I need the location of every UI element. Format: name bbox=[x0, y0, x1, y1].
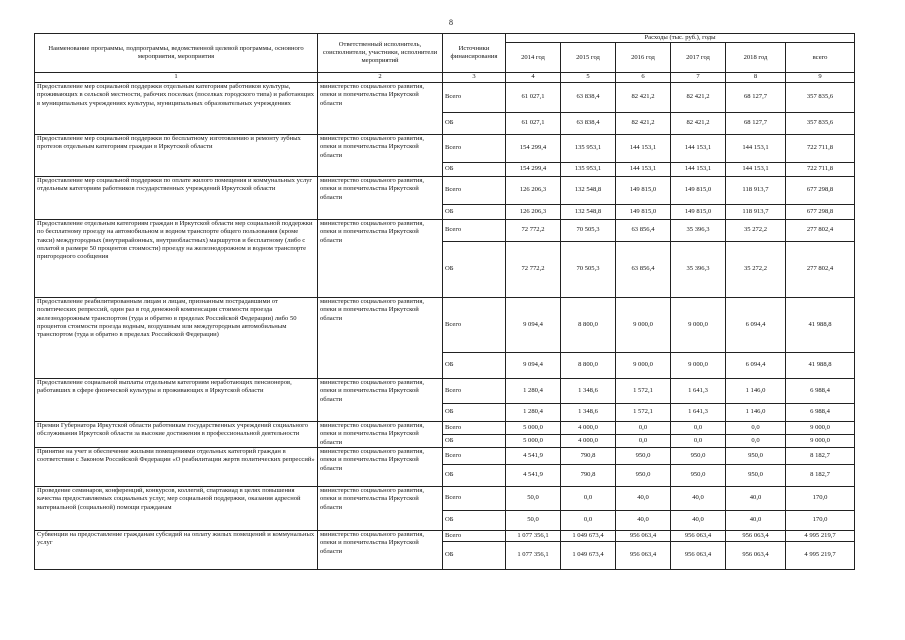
year-value: 790,8 bbox=[561, 465, 616, 487]
year-value: 956 063,4 bbox=[616, 542, 671, 570]
year-value: 149 815,0 bbox=[616, 204, 671, 219]
year-value: 9 000,0 bbox=[616, 297, 671, 352]
total-value: 677 298,8 bbox=[786, 204, 855, 219]
year-value: 40,0 bbox=[726, 487, 786, 511]
total-header: всего bbox=[786, 43, 855, 73]
funding-source: Всего bbox=[443, 297, 506, 352]
table-row bbox=[35, 219, 855, 241]
year-value: 68 127,7 bbox=[726, 82, 786, 112]
name-column-header: Наименование программы, подпрограммы, ведомственной целевой программы, основного мероприятия, мероприятия bbox=[35, 34, 318, 73]
total-value: 6 988,4 bbox=[786, 378, 855, 403]
year-value: 1 641,3 bbox=[671, 403, 726, 421]
year-value: 1 348,6 bbox=[561, 378, 616, 403]
year-value: 1 641,3 bbox=[671, 378, 726, 403]
year-value: 63 838,4 bbox=[561, 82, 616, 112]
year-value: 1 146,0 bbox=[726, 378, 786, 403]
year-value: 118 913,7 bbox=[726, 176, 786, 204]
funding-source: Всего bbox=[443, 448, 506, 465]
year-value: 35 396,3 bbox=[671, 219, 726, 241]
table-row bbox=[35, 82, 855, 112]
activity-name: Предоставление мер социальной поддержки по оплате жилого помещения и коммунальных услуг отдельным категориям работников государственных учреждений Иркутской области bbox=[35, 176, 318, 219]
funding-source: Всего bbox=[443, 487, 506, 511]
year-value: 1 572,1 bbox=[616, 403, 671, 421]
year-value: 70 505,3 bbox=[561, 241, 616, 297]
column-number: 8 bbox=[726, 73, 786, 82]
year-value: 950,0 bbox=[616, 465, 671, 487]
year-value: 40,0 bbox=[616, 511, 671, 531]
funding-source: ОБ bbox=[443, 465, 506, 487]
funding-source: Всего bbox=[443, 219, 506, 241]
executor: министерство социального развития, опеки и попечительства Иркутской области bbox=[318, 531, 443, 570]
total-value: 677 298,8 bbox=[786, 176, 855, 204]
funding-source: Всего bbox=[443, 134, 506, 162]
column-number: 1 bbox=[35, 73, 318, 82]
year-value: 144 153,1 bbox=[671, 134, 726, 162]
funding-source: ОБ bbox=[443, 112, 506, 134]
year-value: 4 000,0 bbox=[561, 421, 616, 435]
year-value: 4 000,0 bbox=[561, 435, 616, 448]
total-value: 357 835,6 bbox=[786, 82, 855, 112]
year-value: 8 800,0 bbox=[561, 352, 616, 378]
funding-source: ОБ bbox=[443, 352, 506, 378]
executor: министерство социального развития, опеки и попечительства Иркутской области bbox=[318, 219, 443, 297]
year-value: 40,0 bbox=[726, 511, 786, 531]
year-value: 82 421,2 bbox=[616, 82, 671, 112]
year-value: 950,0 bbox=[671, 465, 726, 487]
year-header: 2018 год bbox=[726, 43, 786, 73]
table-row bbox=[35, 487, 855, 511]
year-value: 1 348,6 bbox=[561, 403, 616, 421]
year-value: 72 772,2 bbox=[506, 219, 561, 241]
total-value: 8 182,7 bbox=[786, 465, 855, 487]
column-number-row bbox=[35, 73, 855, 82]
executor: министерство социального развития, опеки и попечительства Иркутской области bbox=[318, 448, 443, 487]
executor: министерство социального развития, опеки и попечительства Иркутской области bbox=[318, 378, 443, 421]
table-row bbox=[35, 421, 855, 435]
year-value: 149 815,0 bbox=[671, 176, 726, 204]
total-value: 170,0 bbox=[786, 487, 855, 511]
year-value: 63 838,4 bbox=[561, 112, 616, 134]
table-row bbox=[35, 176, 855, 204]
funding-source: ОБ bbox=[443, 241, 506, 297]
executor-column-header: Ответственный исполнитель, соисполнители, участники, исполнители мероприятий bbox=[318, 34, 443, 73]
year-value: 126 206,3 bbox=[506, 176, 561, 204]
year-value: 144 153,1 bbox=[726, 162, 786, 176]
total-value: 4 995 219,7 bbox=[786, 531, 855, 542]
year-value: 144 153,1 bbox=[726, 134, 786, 162]
year-value: 63 856,4 bbox=[616, 241, 671, 297]
year-value: 6 094,4 bbox=[726, 352, 786, 378]
year-value: 144 153,1 bbox=[616, 162, 671, 176]
year-value: 1 049 673,4 bbox=[561, 531, 616, 542]
year-value: 82 421,2 bbox=[671, 112, 726, 134]
table-row bbox=[35, 378, 855, 403]
year-value: 35 272,2 bbox=[726, 241, 786, 297]
year-value: 70 505,3 bbox=[561, 219, 616, 241]
year-value: 135 953,1 bbox=[561, 134, 616, 162]
budget-table bbox=[34, 33, 855, 570]
year-value: 8 800,0 bbox=[561, 297, 616, 352]
page-number: 8 bbox=[449, 18, 453, 27]
year-value: 1 077 356,1 bbox=[506, 542, 561, 570]
year-value: 132 548,8 bbox=[561, 204, 616, 219]
activity-name: Предоставление мер социальной поддержки по бесплатному изготовлению и ремонту зубных протезов отдельным категориям граждан в Иркутской области bbox=[35, 134, 318, 176]
total-value: 170,0 bbox=[786, 511, 855, 531]
column-number: 6 bbox=[616, 73, 671, 82]
funding-source: Всего bbox=[443, 378, 506, 403]
funding-source: Всего bbox=[443, 531, 506, 542]
year-value: 956 063,4 bbox=[726, 531, 786, 542]
year-value: 950,0 bbox=[616, 448, 671, 465]
total-value: 9 000,0 bbox=[786, 421, 855, 435]
year-header: 2015 год bbox=[561, 43, 616, 73]
year-value: 9 094,4 bbox=[506, 297, 561, 352]
activity-name: Проведение семинаров, конференций, конкурсов, коллегий, спартакиад в целях повышения качества предоставляемых социальных услуг, мер социальной поддержки, оказания адресной материальной (социальной) помощи гражданам bbox=[35, 487, 318, 531]
year-header: 2016 год bbox=[616, 43, 671, 73]
activity-name: Премии Губернатора Иркутской области работникам государственных учреждений социального обслуживания Иркутской области за высокие достижения в профессиональной деятельности bbox=[35, 421, 318, 447]
year-value: 1 280,4 bbox=[506, 378, 561, 403]
column-number: 5 bbox=[561, 73, 616, 82]
activity-name: Субвенции на предоставление гражданам субсидий на оплату жилых помещений и коммунальных услуг bbox=[35, 531, 318, 570]
expenses-header: Расходы (тыс. руб.), годы bbox=[506, 34, 855, 43]
total-value: 722 711,8 bbox=[786, 162, 855, 176]
year-value: 0,0 bbox=[561, 511, 616, 531]
funding-source: Всего bbox=[443, 82, 506, 112]
total-value: 277 802,4 bbox=[786, 241, 855, 297]
funding-source: Всего bbox=[443, 421, 506, 435]
activity-name: Предоставление социальной выплаты отдельным категориям неработающих пенсионеров, работавших в сфере физической культуры и проживающих в Иркутской области bbox=[35, 378, 318, 421]
year-value: 1 146,0 bbox=[726, 403, 786, 421]
activity-name: Предоставление мер социальной поддержки отдельным категориям работников культуры, проживающих в сельской местности, рабочих поселках (поселках городского типа) и работающих в муниципальных учреждениях культуры, муниципальных образовательных учреждениях bbox=[35, 82, 318, 134]
year-value: 0,0 bbox=[671, 421, 726, 435]
activity-name: Принятие на учет и обеспечение жилыми помещениями отдельных категорий граждан в соответствии с Законом Российской Федерации «О реабилитации жертв политических репрессий» bbox=[35, 448, 318, 487]
total-value: 9 000,0 bbox=[786, 435, 855, 448]
table-row bbox=[35, 448, 855, 465]
year-value: 35 272,2 bbox=[726, 219, 786, 241]
year-value: 50,0 bbox=[506, 511, 561, 531]
activity-name: Предоставление отдельным категориям граждан в Иркутской области мер социальной поддержки по бесплатному проезду на автомобильном и водном транспорте общего пользования (кроме такси) междугородных (внутрирайонных, внутриобластных) маршрутов и бесплатному (либо с оплатой в размере 50 процентов стоимости) проезду на железнодорожном и водном транспорте пригородного сообщения bbox=[35, 219, 318, 297]
executor: министерство социального развития, опеки и попечительства Иркутской области bbox=[318, 297, 443, 378]
total-value: 357 835,6 bbox=[786, 112, 855, 134]
table-row bbox=[35, 531, 855, 542]
funding-source: ОБ bbox=[443, 511, 506, 531]
year-header: 2014 год bbox=[506, 43, 561, 73]
year-value: 950,0 bbox=[726, 448, 786, 465]
year-value: 132 548,8 bbox=[561, 176, 616, 204]
year-value: 0,0 bbox=[561, 487, 616, 511]
year-value: 50,0 bbox=[506, 487, 561, 511]
column-number: 3 bbox=[443, 73, 506, 82]
year-value: 40,0 bbox=[671, 511, 726, 531]
year-value: 956 063,4 bbox=[616, 531, 671, 542]
year-value: 9 094,4 bbox=[506, 352, 561, 378]
year-value: 40,0 bbox=[616, 487, 671, 511]
source-column-header: Источники финансирования bbox=[443, 34, 506, 73]
year-value: 63 856,4 bbox=[616, 219, 671, 241]
year-value: 82 421,2 bbox=[616, 112, 671, 134]
year-value: 149 815,0 bbox=[671, 204, 726, 219]
total-value: 8 182,7 bbox=[786, 448, 855, 465]
column-number: 4 bbox=[506, 73, 561, 82]
table-body bbox=[35, 82, 855, 569]
year-value: 956 063,4 bbox=[726, 542, 786, 570]
year-value: 1 280,4 bbox=[506, 403, 561, 421]
executor: министерство социального развития, опеки и попечительства Иркутской области bbox=[318, 421, 443, 447]
executor: министерство социального развития, опеки и попечительства Иркутской области bbox=[318, 176, 443, 219]
executor: министерство социального развития, опеки и попечительства Иркутской области bbox=[318, 82, 443, 134]
year-value: 35 396,3 bbox=[671, 241, 726, 297]
table-row bbox=[35, 134, 855, 162]
year-value: 61 027,1 bbox=[506, 112, 561, 134]
column-number: 9 bbox=[786, 73, 855, 82]
year-value: 6 094,4 bbox=[726, 297, 786, 352]
year-value: 790,8 bbox=[561, 448, 616, 465]
year-value: 1 077 356,1 bbox=[506, 531, 561, 542]
year-value: 0,0 bbox=[726, 435, 786, 448]
year-value: 9 000,0 bbox=[671, 352, 726, 378]
year-value: 4 541,9 bbox=[506, 465, 561, 487]
funding-source: Всего bbox=[443, 176, 506, 204]
year-value: 154 299,4 bbox=[506, 162, 561, 176]
year-value: 5 000,0 bbox=[506, 421, 561, 435]
year-value: 0,0 bbox=[616, 435, 671, 448]
year-value: 1 572,1 bbox=[616, 378, 671, 403]
year-value: 144 153,1 bbox=[616, 134, 671, 162]
year-value: 149 815,0 bbox=[616, 176, 671, 204]
year-value: 68 127,7 bbox=[726, 112, 786, 134]
year-value: 82 421,2 bbox=[671, 82, 726, 112]
year-value: 0,0 bbox=[671, 435, 726, 448]
year-value: 9 000,0 bbox=[616, 352, 671, 378]
year-value: 4 541,9 bbox=[506, 448, 561, 465]
year-header: 2017 год bbox=[671, 43, 726, 73]
year-value: 950,0 bbox=[726, 465, 786, 487]
year-value: 40,0 bbox=[671, 487, 726, 511]
year-value: 61 027,1 bbox=[506, 82, 561, 112]
total-value: 41 988,8 bbox=[786, 297, 855, 352]
year-value: 154 299,4 bbox=[506, 134, 561, 162]
funding-source: ОБ bbox=[443, 162, 506, 176]
total-value: 722 711,8 bbox=[786, 134, 855, 162]
total-value: 277 802,4 bbox=[786, 219, 855, 241]
funding-source: ОБ bbox=[443, 403, 506, 421]
year-value: 72 772,2 bbox=[506, 241, 561, 297]
activity-name: Предоставление реабилитированным лицам и лицам, признанным пострадавшими от политических репрессий, один раз в год денежной компенсации стоимости проезда железнодорожным транспортом (туда и обратно в пределах Российской Федерации) либо 50 процентов стоимости проезда водным, воздушным или междугородным автомобильным транспортом (туда и обратно в пределах Российской Федерации) bbox=[35, 297, 318, 378]
funding-source: ОБ bbox=[443, 204, 506, 219]
table-header bbox=[35, 34, 855, 83]
year-value: 9 000,0 bbox=[671, 297, 726, 352]
year-value: 118 913,7 bbox=[726, 204, 786, 219]
column-number: 2 bbox=[318, 73, 443, 82]
total-value: 4 995 219,7 bbox=[786, 542, 855, 570]
year-value: 950,0 bbox=[671, 448, 726, 465]
table-row bbox=[35, 297, 855, 352]
year-value: 956 063,4 bbox=[671, 531, 726, 542]
year-value: 1 049 673,4 bbox=[561, 542, 616, 570]
year-value: 0,0 bbox=[726, 421, 786, 435]
year-value: 5 000,0 bbox=[506, 435, 561, 448]
year-value: 956 063,4 bbox=[671, 542, 726, 570]
funding-source: ОБ bbox=[443, 435, 506, 448]
executor: министерство социального развития, опеки и попечительства Иркутской области bbox=[318, 487, 443, 531]
funding-source: ОБ bbox=[443, 542, 506, 570]
year-value: 126 206,3 bbox=[506, 204, 561, 219]
year-value: 0,0 bbox=[616, 421, 671, 435]
column-number: 7 bbox=[671, 73, 726, 82]
year-value: 144 153,1 bbox=[671, 162, 726, 176]
executor: министерство социального развития, опеки и попечительства Иркутской области bbox=[318, 134, 443, 176]
total-value: 41 988,8 bbox=[786, 352, 855, 378]
total-value: 6 988,4 bbox=[786, 403, 855, 421]
year-value: 135 953,1 bbox=[561, 162, 616, 176]
